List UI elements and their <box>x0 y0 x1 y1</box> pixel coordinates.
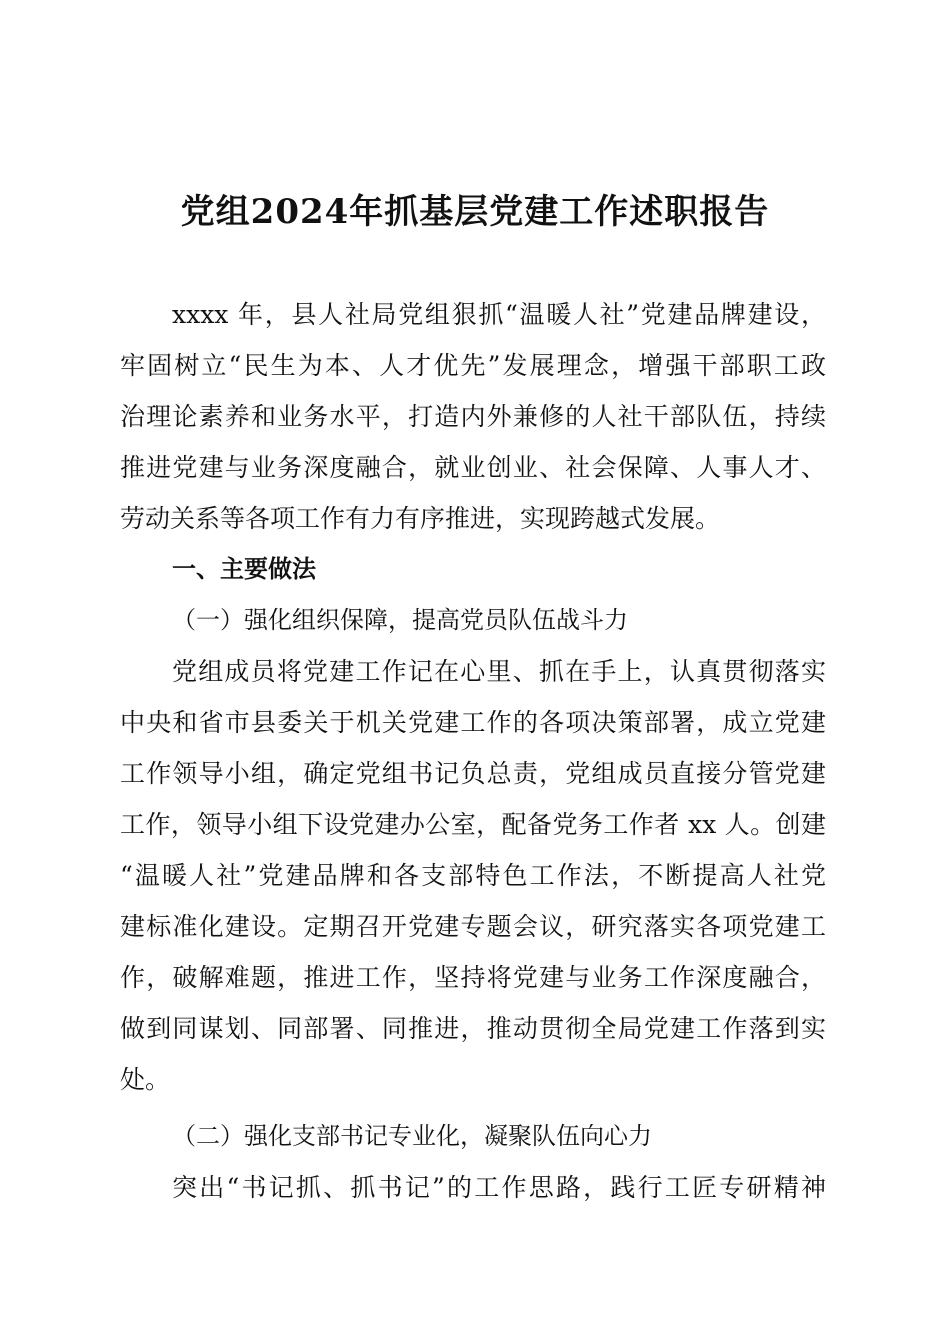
paragraph-line: 中央和省市县委关于机关党建工作的各项决策部署，成立党建 <box>120 708 826 737</box>
paragraph-line: 治理论素养和业务水平，打造内外兼修的人社干部队伍，持续 <box>120 402 826 431</box>
paragraph-line: 劳动关系等各项工作有力有序推进，实现跨越式发展。 <box>120 504 721 533</box>
paragraph-line: 党组成员将党建工作记在心里、抓在手上，认真贯彻落实 <box>172 657 826 686</box>
paragraph-line: “温暖人社”党建品牌和各支部特色工作法，不断提高人社党 <box>120 861 826 890</box>
subsection-heading: （一）强化组织保障，提高党员队伍战斗力 <box>172 606 628 634</box>
paragraph-line: 推进党建与业务深度融合，就业创业、社会保障、人事人才、 <box>120 453 826 482</box>
section2-paragraph <box>120 1162 826 1213</box>
document-body <box>120 289 826 1213</box>
paragraph-line: xxxx 年，县人社局党组狠抓“温暖人社”党建品牌建设， <box>172 300 826 329</box>
document-title: 党组2024年抓基层党建工作述职报告 <box>180 192 770 232</box>
paragraph-line: 突出“书记抓、抓书记”的工作思路，践行工匠专研精神 <box>172 1173 826 1202</box>
paragraph-line: 作，破解难题，推进工作，坚持将党建与业务工作深度融合， <box>120 963 826 992</box>
paragraph-line: 做到同谋划、同部署、同推进，推动贯彻全局党建工作落到实 <box>120 1014 826 1043</box>
paragraph-line: 建标准化建设。定期召开党建专题会议，研究落实各项党建工 <box>120 912 826 941</box>
paragraph-line: 工作领导小组，确定党组书记负总责，党组成员直接分管党建 <box>120 759 826 788</box>
section1-paragraph <box>120 646 826 1105</box>
subsection-heading: （二）强化支部书记专业化，凝聚队伍向心力 <box>172 1122 652 1150</box>
intro-paragraph <box>120 289 826 544</box>
paragraph-line: 工作，领导小组下设党建办公室，配备党务工作者 xx 人。创建 <box>120 810 826 839</box>
section-heading: 一、主要做法 <box>172 555 316 583</box>
paragraph-line: 牢固树立“民生为本、人才优先”发展理念，增强干部职工政 <box>120 351 826 380</box>
paragraph-line: 处。 <box>120 1065 171 1094</box>
